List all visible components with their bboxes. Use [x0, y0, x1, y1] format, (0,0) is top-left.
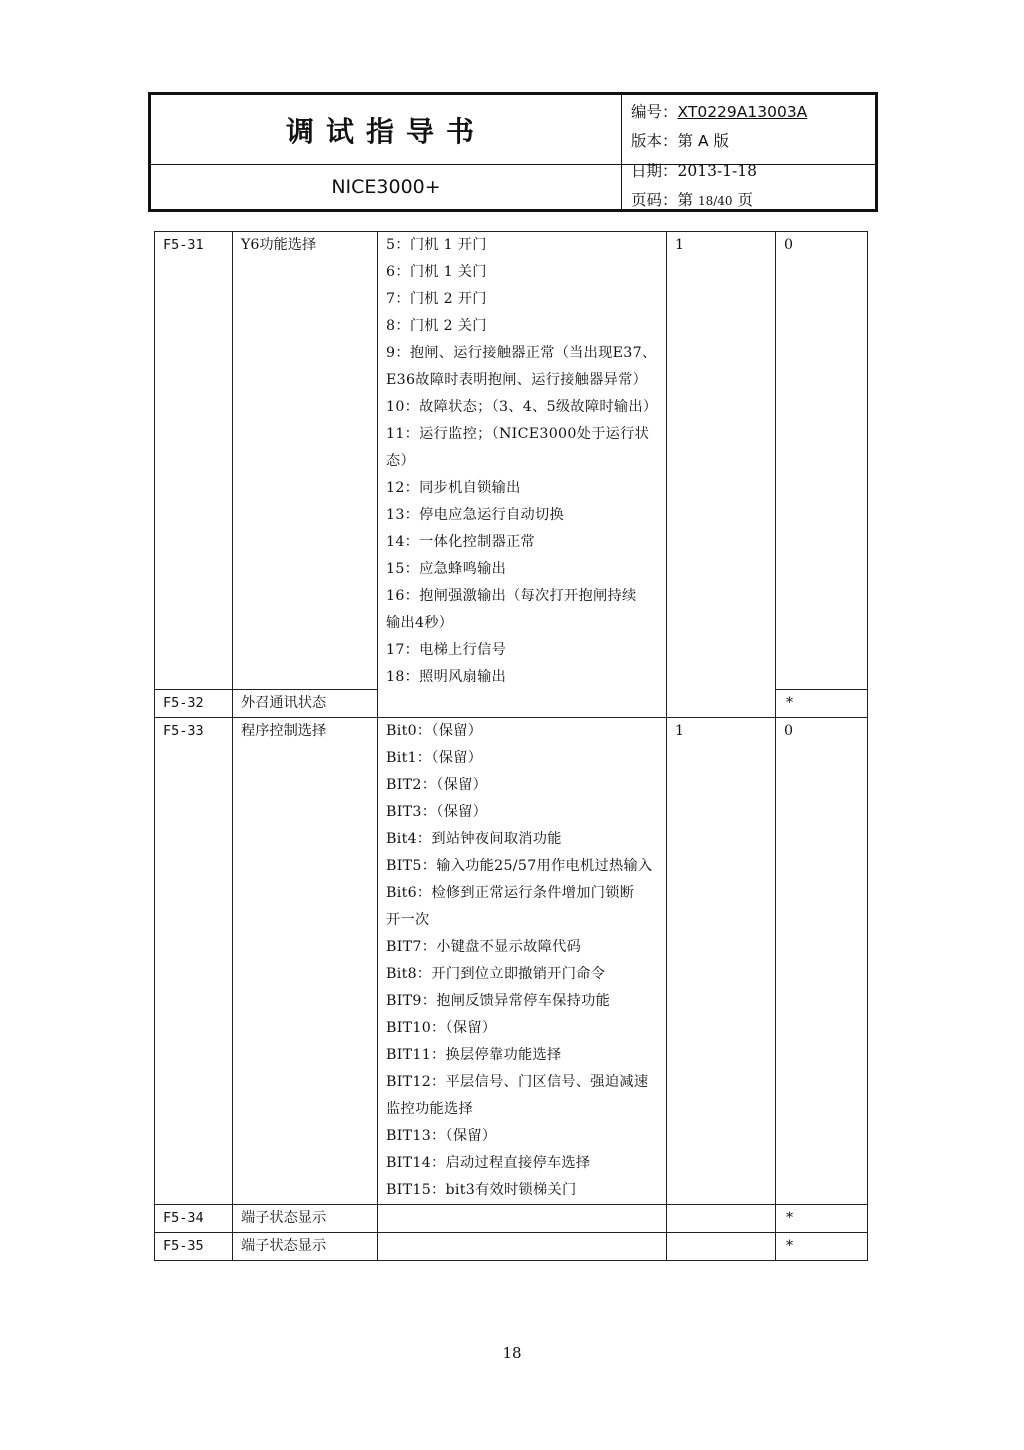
desc-line: 11：运行监控；（NICE3000处于运行状	[386, 426, 650, 442]
document-header	[148, 92, 878, 212]
desc-line: BIT5：输入功能25/57用作电机过热输入	[386, 858, 653, 874]
param-description-f5-33	[378, 718, 667, 1205]
desc-line: 16：抱闸强激输出（每次打开抱闸持续	[386, 588, 637, 604]
desc-line: 7：门机 2 开门	[386, 291, 487, 307]
product-name: NICE3000+	[331, 176, 441, 198]
desc-line: 13：停电应急运行自动切换	[386, 507, 565, 523]
desc-line: 9：抱闸、运行接触器正常（当出现E37、	[386, 345, 657, 361]
desc-line: 开一次	[386, 912, 430, 928]
desc-line: 5：门机 1 开门	[386, 237, 487, 253]
document-version	[631, 131, 729, 151]
desc-line: 10：故障状态；（3、4、5级故障时输出）	[386, 399, 658, 415]
desc-line: Bit0：（保留）	[386, 723, 483, 739]
param-code: F5-33	[155, 718, 233, 1205]
document-number	[631, 102, 807, 122]
param-unit: 1	[667, 718, 776, 1205]
param-default: *	[776, 690, 868, 718]
desc-line: BIT14：启动过程直接停车选择	[386, 1155, 591, 1171]
page-label: 页码：	[631, 191, 678, 209]
desc-line: BIT12：平层信号、门区信号、强迫减速	[386, 1074, 649, 1090]
number-label: 编号：	[631, 103, 678, 121]
table-row-f5-34	[155, 1205, 868, 1233]
table-row-f5-35	[155, 1233, 868, 1261]
param-name: 外召通讯状态	[233, 690, 378, 718]
version-label: 版本：	[631, 132, 678, 150]
param-name: 端子状态显示	[233, 1233, 378, 1261]
param-unit: 1	[667, 232, 776, 718]
param-unit	[667, 1233, 776, 1261]
param-description	[378, 1205, 667, 1233]
desc-line: 17：电梯上行信号	[386, 642, 507, 658]
desc-line: Bit1：（保留）	[386, 750, 483, 766]
desc-line: BIT2：（保留）	[386, 777, 488, 793]
desc-line: BIT7：小键盘不显示故障代码	[386, 939, 582, 955]
page-prefix: 第	[677, 191, 694, 209]
desc-line: E36故障时表明抱闸、运行接触器异常）	[386, 372, 648, 388]
desc-line: Bit4：到站钟夜间取消功能	[386, 831, 562, 847]
param-code: F5-35	[155, 1233, 233, 1261]
param-name: 端子状态显示	[233, 1205, 378, 1233]
param-default: 0	[776, 232, 868, 690]
page-total: 40	[717, 194, 733, 208]
page-number: 18	[502, 1344, 522, 1362]
param-code: F5-31	[155, 232, 233, 690]
param-default: *	[776, 1233, 868, 1261]
param-default: 0	[776, 718, 868, 1205]
header-divider-vertical	[621, 95, 622, 209]
desc-line: Bit6：检修到正常运行条件增加门锁断	[386, 885, 635, 901]
table-row-f5-33	[155, 718, 868, 1205]
desc-line: BIT10：（保留）	[386, 1020, 497, 1036]
param-default: *	[776, 1205, 868, 1233]
parameter-table	[154, 231, 868, 1261]
param-code: F5-32	[155, 690, 233, 718]
version-value: 第 A 版	[677, 132, 729, 150]
desc-line: 态）	[386, 453, 415, 469]
param-unit	[667, 1205, 776, 1233]
desc-line: BIT13：（保留）	[386, 1128, 497, 1144]
param-description-f5-31	[378, 232, 667, 718]
desc-line: 6：门机 1 关门	[386, 264, 487, 280]
desc-line: 12：同步机自锁输出	[386, 480, 521, 496]
number-value: XT0229A13003A	[677, 103, 808, 121]
desc-line: BIT15：bit3有效时锁梯关门	[386, 1182, 577, 1198]
param-name: 程序控制选择	[233, 718, 378, 1205]
desc-line: 8：门机 2 关门	[386, 318, 487, 334]
table-row-f5-31	[155, 232, 868, 690]
desc-line: BIT11：换层停靠功能选择	[386, 1047, 562, 1063]
desc-line: 18：照明风扇输出	[386, 669, 507, 685]
desc-line: 14：一体化控制器正常	[386, 534, 536, 550]
param-code: F5-34	[155, 1205, 233, 1233]
document-title: 调试指导书	[285, 114, 486, 148]
desc-line: BIT3：（保留）	[386, 804, 488, 820]
desc-line: 输出4秒）	[386, 615, 454, 631]
document-page: 页码：第 18/40 页	[631, 191, 754, 209]
param-description	[378, 1233, 667, 1261]
param-name: Y6功能选择	[233, 232, 378, 690]
desc-line: 15：应急蜂鸣输出	[386, 561, 507, 577]
date-value: 2013-1-18	[677, 162, 758, 180]
desc-line: 监控功能选择	[386, 1101, 473, 1117]
date-label: 日期：	[631, 162, 678, 180]
document-date	[631, 161, 757, 181]
page-suffix: 页	[737, 191, 754, 209]
desc-line: Bit8：开门到位立即撤销开门命令	[386, 966, 606, 982]
desc-line: BIT9：抱闸反馈异常停车保持功能	[386, 993, 611, 1009]
page-current: 18	[697, 194, 714, 208]
